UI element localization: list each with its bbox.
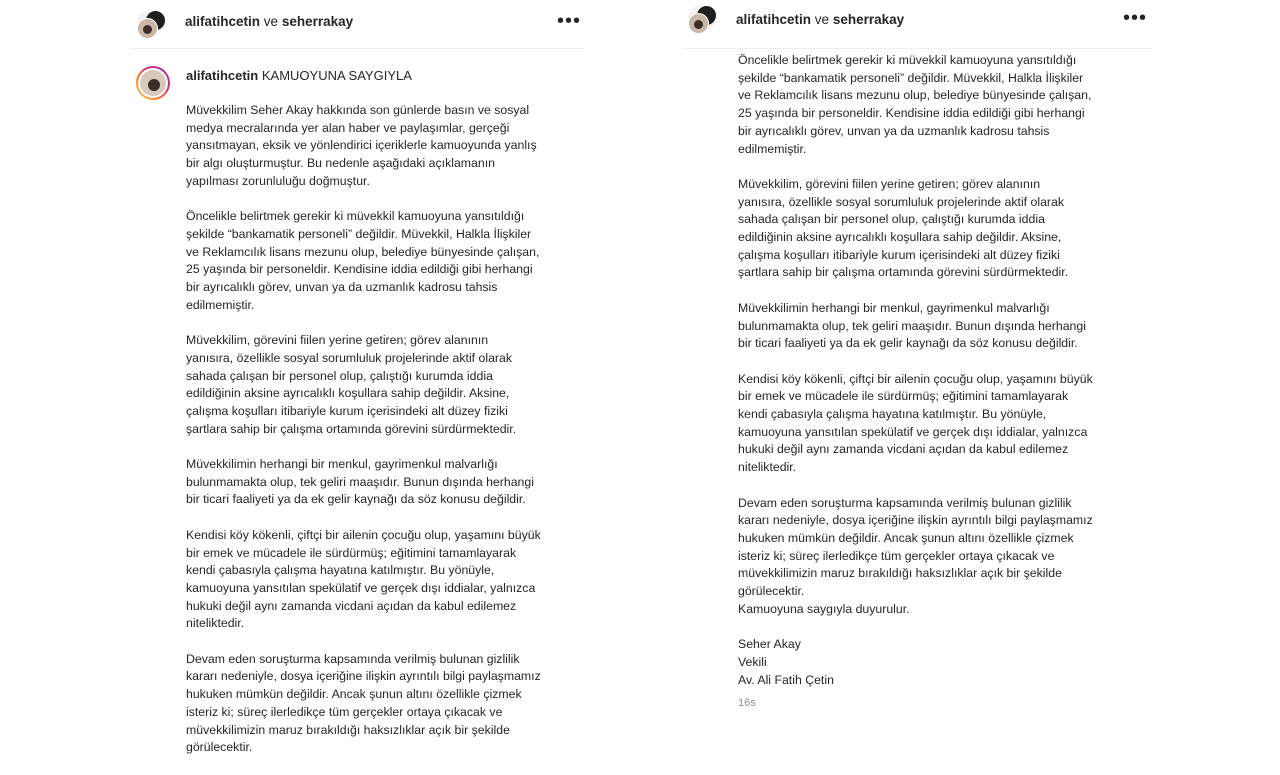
caption-line: bir ayrıcalıklı görev, unvan ya da uzmanlık kadrosu tahsis — [186, 280, 498, 295]
author-conjunction: ve — [263, 14, 279, 29]
caption-line: niteliktedir. — [186, 616, 245, 631]
caption-line: çalışma koşulları itibariyle kurum içerisindeki alt düzey fiziki — [186, 403, 508, 418]
author-username[interactable]: alifatihcetin — [736, 12, 812, 27]
caption-line: niteliktedir. — [738, 460, 797, 475]
caption-line: bir algı oluşturmuştur. Bu nedenle aşağıdaki açıklamanın — [186, 156, 495, 171]
caption-line: isteriz ki; süreç ilerledikçe tüm gerçekler ortaya çıkacak ve — [738, 548, 1055, 563]
caption-line: hukuki değil aynı zamanda vicdani açıdan da kabul edilemez — [738, 442, 1069, 457]
caption-line: 25 yaşında bir personeldir. Kendisine iddia edildiği gibi herhangi — [738, 106, 1085, 121]
caption-username[interactable]: alifatihcetin — [186, 68, 259, 83]
caption-line: Kamuoyuna saygıyla duyurulur. — [738, 601, 910, 616]
caption-line: hukuken mümkün değildir. Ancak şunun altını özellikle çizmek — [738, 530, 1074, 545]
caption-line: sahada çalışan bir personel olup, çalıştığı kurumda iddia — [186, 368, 493, 383]
caption-paragraph — [186, 102, 541, 191]
caption-line: Müvekkilimin herhangi bir menkul, gayrimenkul malvarlığı — [186, 457, 498, 472]
caption-line: hukuki değil aynı zamanda vicdani açıdan da kabul edilemez — [186, 598, 517, 613]
caption-line: medya mecralarında yer alan haber ve paylaşımlar, gerçeği — [186, 120, 510, 135]
caption-paragraph — [186, 651, 541, 757]
coauthor-username[interactable]: seherrakay — [832, 12, 905, 27]
caption-paragraph — [738, 371, 1093, 477]
more-options-icon[interactable]: ••• — [1122, 7, 1147, 29]
caption-line: isteriz ki; süreç ilerledikçe tüm gerçekler ortaya çıkacak ve — [186, 704, 503, 719]
caption-line: Öncelikle belirtmek gerekir ki müvekkil kamuoyuna yansıtıldığı — [738, 53, 1077, 67]
caption-paragraph — [738, 300, 1093, 353]
caption-avatar[interactable] — [136, 66, 170, 100]
post-panel-left — [130, 0, 585, 755]
caption-line: kendi çabasıyla çalışma hayatına katılmıştır. Bu yönüyle, — [738, 407, 1047, 422]
caption-line: edilmemiştir. — [738, 141, 807, 156]
caption-line: çalışma koşulları itibariyle kurum içerisindeki alt düzey fiziki — [738, 247, 1060, 262]
caption-line: müvekkilimizin maruz bırakıldığı haksızlıklar açık bir şekilde — [738, 566, 1062, 581]
caption-line: bir emek ve mücadele ile sürdürmüş; eğitimini tamamlayarak — [186, 545, 517, 560]
caption-line: yapılması zorunluluğu doğmuştur. — [186, 173, 370, 188]
caption-paragraph — [738, 176, 1093, 282]
caption-line: kendi çabasıyla çalışma hayatına katılmıştır. Bu yönüyle, — [186, 563, 495, 578]
caption-text — [186, 102, 541, 775]
caption-title — [186, 68, 412, 83]
coauthor-username[interactable]: seherrakay — [281, 14, 354, 29]
caption-heading: KAMUOYUNA SAYGIYLA — [261, 68, 412, 83]
caption-paragraph — [186, 332, 541, 438]
caption-line: bir ticari faaliyeti ya da ek gelir kaynağı da söz konusu değildir. — [738, 336, 1078, 351]
caption-line: yanısıra, özellikle sosyal sorumluluk projelerinde aktif olarak — [738, 194, 1065, 209]
caption-line: Müvekkilimin herhangi bir menkul, gayrimenkul malvarlığı — [738, 300, 1050, 315]
post-authors — [185, 14, 353, 29]
caption-line: edilmemiştir. — [186, 297, 255, 312]
post-header — [130, 0, 585, 49]
caption-paragraph — [186, 456, 541, 509]
caption-line: Devam eden soruşturma kapsamında verilmiş bulunan gizlilik — [738, 495, 1072, 510]
caption-line: Seher Akay — [738, 637, 801, 652]
caption-line: Müvekkilim, görevini fiilen yerine getiren; görev alanının — [186, 333, 489, 348]
caption-line: müvekkilimizin maruz bırakıldığı haksızlıklar açık bir şekilde — [186, 722, 510, 737]
caption-line: yanısıra, özellikle sosyal sorumluluk projelerinde aktif olarak — [186, 350, 513, 365]
caption-paragraph — [738, 636, 1093, 689]
post-header — [683, 0, 1153, 49]
caption-line: sahada çalışan bir personel olup, çalıştığı kurumda iddia — [738, 212, 1045, 227]
caption-line: edildiğinin aksine ayrıcalıklı koşullara sahip değildir. Aksine, — [738, 230, 1062, 245]
author-conjunction: ve — [814, 12, 830, 27]
collab-avatar[interactable] — [137, 10, 164, 37]
caption-line: ve Reklamcılık lisans mezunu olup, belediye bünyesinde çalışan, — [738, 88, 1092, 103]
caption-line: kararı nedeniyle, dosya içeriğine ilişkin ayrıntılı bilgi paylaşmamız — [738, 513, 1093, 528]
caption-line: kararı nedeniyle, dosya içeriğine ilişkin ayrıntılı bilgi paylaşmamız — [186, 669, 541, 684]
caption-line: edildiğinin aksine ayrıcalıklı koşullara sahip değildir. Aksine, — [186, 386, 510, 401]
caption-line: bulunmamakta olup, tek geliri maaşıdır. Bunun dışında herhangi — [186, 474, 534, 489]
post-authors — [736, 12, 904, 27]
caption-line: şekilde “bankamatik personeli” değildir. Müvekkil, Halkla İlişkiler — [738, 70, 1084, 85]
caption-text — [738, 52, 1093, 707]
caption-line: görülecektir. — [738, 584, 805, 599]
caption-line: ve Reklamcılık lisans mezunu olup, belediye bünyesinde çalışan, — [186, 244, 540, 259]
caption-paragraph — [186, 527, 541, 633]
caption-line: Müvekkilim Seher Akay hakkında son günlerde basın ve sosyal — [186, 103, 530, 117]
post-timestamp[interactable]: 16s — [738, 697, 756, 709]
caption-line: bir emek ve mücadele ile sürdürmüş; eğitimini tamamlayarak — [738, 389, 1069, 404]
caption-line: Devam eden soruşturma kapsamında verilmiş bulunan gizlilik — [186, 651, 520, 666]
caption-line: Kendisi köy kökenli, çiftçi bir ailenin çocuğu olup, yaşamını büyük — [738, 371, 1093, 386]
caption-line: 25 yaşında bir personeldir. Kendisine iddia edildiği gibi herhangi — [186, 262, 533, 277]
caption-line: Vekili — [738, 654, 767, 669]
caption-line: Öncelikle belirtmek gerekir ki müvekkil kamuoyuna yansıtıldığı — [186, 209, 525, 224]
caption-line: şartlara sahip bir çalışma ortamında görevini sürdürmektedir. — [186, 421, 517, 436]
caption-paragraph — [738, 52, 1093, 158]
caption-line: şartlara sahip bir çalışma ortamında görevini sürdürmektedir. — [738, 265, 1069, 280]
author-username[interactable]: alifatihcetin — [185, 14, 261, 29]
caption-line: şekilde “bankamatik personeli” değildir. Müvekkil, Halkla İlişkiler — [186, 226, 532, 241]
caption-line: Müvekkilim, görevini fiilen yerine getiren; görev alanının — [738, 176, 1041, 191]
caption-line: kamuoyuna yansıtılan spekülatif ve gerçek dışı iddialar, yalnızca — [738, 424, 1088, 439]
caption-paragraph — [738, 495, 1093, 619]
caption-line: görülecektir. — [186, 740, 253, 755]
caption-line: yansıtmayan, eksik ve yönlendirici içeriklerle kamuoyunda yanlış — [186, 138, 537, 153]
collab-avatar[interactable] — [688, 5, 715, 32]
caption-line: bir ayrıcalıklı görev, unvan ya da uzmanlık kadrosu tahsis — [738, 123, 1050, 138]
caption-line: bulunmamakta olup, tek geliri maaşıdır. Bunun dışında herhangi — [738, 318, 1086, 333]
caption-line: bir ticari faaliyeti ya da ek gelir kaynağı da söz konusu değildir. — [186, 492, 526, 507]
more-options-icon[interactable]: ••• — [556, 10, 581, 32]
post-panel-right — [683, 0, 1153, 720]
caption-paragraph — [186, 208, 541, 314]
caption-line: hukuken mümkün değildir. Ancak şunun altını özellikle çizmek — [186, 687, 522, 702]
caption-line: Av. Ali Fatih Çetin — [738, 672, 834, 687]
caption-line: Kendisi köy kökenli, çiftçi bir ailenin çocuğu olup, yaşamını büyük — [186, 527, 541, 542]
caption-line: kamuoyuna yansıtılan spekülatif ve gerçek dışı iddialar, yalnızca — [186, 580, 536, 595]
